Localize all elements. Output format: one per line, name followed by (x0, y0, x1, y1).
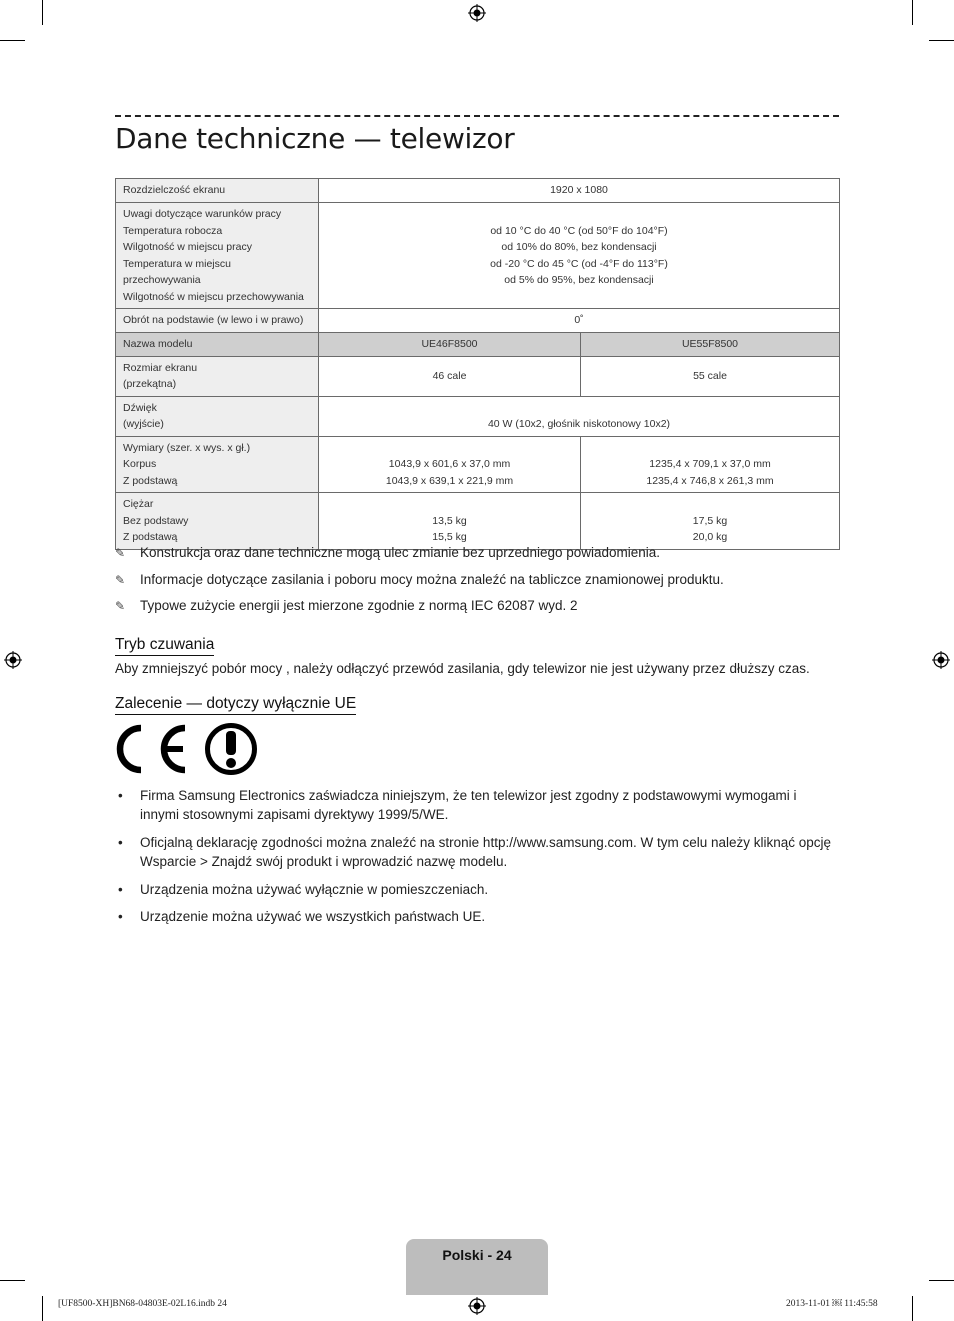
list-item (115, 572, 839, 599)
print-slug-left: [UF8500-XH]BN68-04803E-02L16.indb 24 (58, 1299, 227, 1309)
spec-value-line: 20,0 kg (692, 531, 728, 543)
table-row (116, 332, 840, 356)
bullet-icon: • (118, 788, 123, 803)
spec-value-line: 1043,9 x 601,6 x 37,0 mm (388, 458, 511, 470)
crop-mark (42, 1296, 43, 1321)
standby-heading: Tryb czuwania (115, 636, 214, 656)
page-number-tab: Polski - 24 (406, 1239, 548, 1295)
spec-label-line: (przekątna) (123, 378, 177, 390)
spec-label-line: Ciężar (123, 498, 154, 510)
spec-label-line: Wymiary (szer. x wys. x gł.) (123, 441, 251, 454)
spec-label-line: Wilgotność w miejscu pracy (123, 241, 252, 253)
crop-mark (912, 0, 913, 25)
table-row (116, 203, 840, 309)
spec-label-line: Uwagi dotyczące warunków pracy (123, 208, 282, 220)
spec-value (319, 436, 581, 493)
spec-value-line: od 10 °C do 40 °C (od 50°F do 104°F) (490, 224, 668, 237)
note-pencil-icon: ✎ (115, 546, 126, 560)
bullet-text: Urządzenia można używać wyłącznie w pomieszczeniach. (140, 882, 489, 897)
spec-label-line: Temperatura robocza (123, 224, 223, 237)
spec-label-line: Bez podstawy (123, 514, 189, 527)
list-item (115, 786, 839, 824)
spec-value-line: 17,5 kg (692, 514, 728, 527)
eu-bullet-list (115, 786, 839, 934)
list-item (115, 907, 839, 926)
table-row (116, 309, 840, 333)
registration-mark-icon (4, 651, 22, 669)
table-row (116, 356, 840, 396)
spec-label (116, 203, 319, 309)
list-item (115, 545, 839, 572)
spec-value-line: 13,5 kg (432, 514, 467, 527)
bullet-icon: • (118, 909, 123, 924)
spec-label (116, 396, 319, 436)
spec-label-line: (wyjście) (123, 418, 164, 430)
spec-value-line: 1235,4 x 709,1 x 37,0 mm (649, 458, 771, 470)
spec-value: 40 W (10x2, głośnik niskotonowy 10x2) (319, 396, 840, 436)
spec-label-line: Temperatura w miejscu przechowywania (123, 257, 231, 286)
spec-value-line: 15,5 kg (432, 531, 467, 543)
registration-mark-icon (468, 4, 486, 22)
spec-label-line: Dźwięk (123, 401, 157, 414)
spec-label: Nazwa modelu (116, 332, 319, 356)
note-text: Konstrukcja oraz dane techniczne mogą ulec zmianie bez uprzedniego powiadomienia. (140, 545, 661, 560)
list-item (115, 598, 839, 625)
bullet-icon: • (118, 882, 123, 897)
bullet-text: Oficjalną deklarację zgodności można znaleźć na stronie http://www.samsung.com. W tym celu należy kliknąć opcję Wsparcie > Znajdź swój produkt i wprowadzić nazwę modelu. (140, 835, 832, 869)
ce-alert-mark-icon (115, 722, 275, 776)
crop-mark (912, 1296, 913, 1321)
spec-value (581, 493, 840, 550)
title-rule (115, 115, 839, 117)
crop-mark (42, 0, 43, 25)
spec-value-line: od -20 °C do 45 °C (od -4°F do 113°F) (490, 257, 668, 270)
spec-table (115, 178, 840, 550)
registration-mark-icon (932, 651, 950, 669)
notes-list (115, 545, 839, 625)
table-row (116, 396, 840, 436)
spec-value-line: 1235,4 x 746,8 x 261,3 mm (646, 474, 774, 487)
list-item (115, 880, 839, 899)
standby-text: Aby zmniejszyć pobór mocy , należy odłączyć przewód zasilania, gdy telewizor nie jest używany przez dłuższy czas. (115, 661, 810, 676)
crop-mark (929, 40, 954, 41)
spec-label (116, 436, 319, 493)
spec-value-line: 1043,9 x 639,1 x 221,9 mm (385, 474, 514, 487)
list-item (115, 833, 839, 871)
model-name: UE55F8500 (581, 332, 840, 356)
table-row (116, 436, 840, 493)
crop-mark (0, 40, 25, 41)
spec-value (581, 436, 840, 493)
spec-label-line: Z podstawą (123, 474, 178, 487)
note-text: Typowe zużycie energii jest mierzone zgodnie z normą IEC 62087 wyd. 2 (140, 598, 578, 613)
spec-label: Rozdzielczość ekranu (116, 179, 319, 203)
page-title: Dane techniczne — telewizor (115, 122, 515, 155)
print-slug-right: 2013-11-01 ￼ 11:45:58 (786, 1299, 878, 1309)
note-pencil-icon: ✎ (115, 572, 126, 587)
registration-mark-icon (468, 1297, 486, 1315)
spec-value: 46 cale (319, 356, 581, 396)
eu-heading: Zalecenie — dotyczy wyłącznie UE (115, 695, 356, 715)
spec-value-line: od 10% do 80%, bez kondensacji (501, 241, 657, 253)
model-name: UE46F8500 (319, 332, 581, 356)
table-row (116, 493, 840, 550)
spec-value: 0˚ (319, 309, 840, 333)
spec-label: Obrót na podstawie (w lewo i w prawo) (116, 309, 319, 333)
table-row (116, 179, 840, 203)
crop-mark (0, 1280, 25, 1281)
spec-label (116, 356, 319, 396)
spec-value: 55 cale (581, 356, 840, 396)
bullet-text: Urządzenie można używać we wszystkich państwach UE. (140, 909, 486, 924)
spec-label (116, 493, 319, 550)
spec-label-line: Wilgotność w miejscu przechowywania (123, 290, 304, 303)
note-pencil-icon: ✎ (115, 599, 126, 613)
spec-value (319, 493, 581, 550)
spec-value-line: od 5% do 95%, bez kondensacji (504, 274, 654, 286)
note-text: Informacje dotyczące zasilania i poboru mocy można znaleźć na tabliczce znamionowej produktu. (140, 571, 724, 587)
spec-label-line: Z podstawą (123, 531, 178, 543)
crop-mark (929, 1280, 954, 1281)
bullet-text: Firma Samsung Electronics zaświadcza niniejszym, że ten telewizor jest zgodny z podstawowymi wymogami i innymi stosownymi zapisami dyrektywy 1999/5/WE. (140, 788, 797, 822)
spec-label-line: Rozmiar ekranu (123, 361, 198, 374)
bullet-icon: • (118, 835, 123, 850)
spec-value (319, 203, 840, 309)
spec-value: 1920 x 1080 (319, 179, 840, 203)
spec-label-line: Korpus (123, 458, 157, 470)
